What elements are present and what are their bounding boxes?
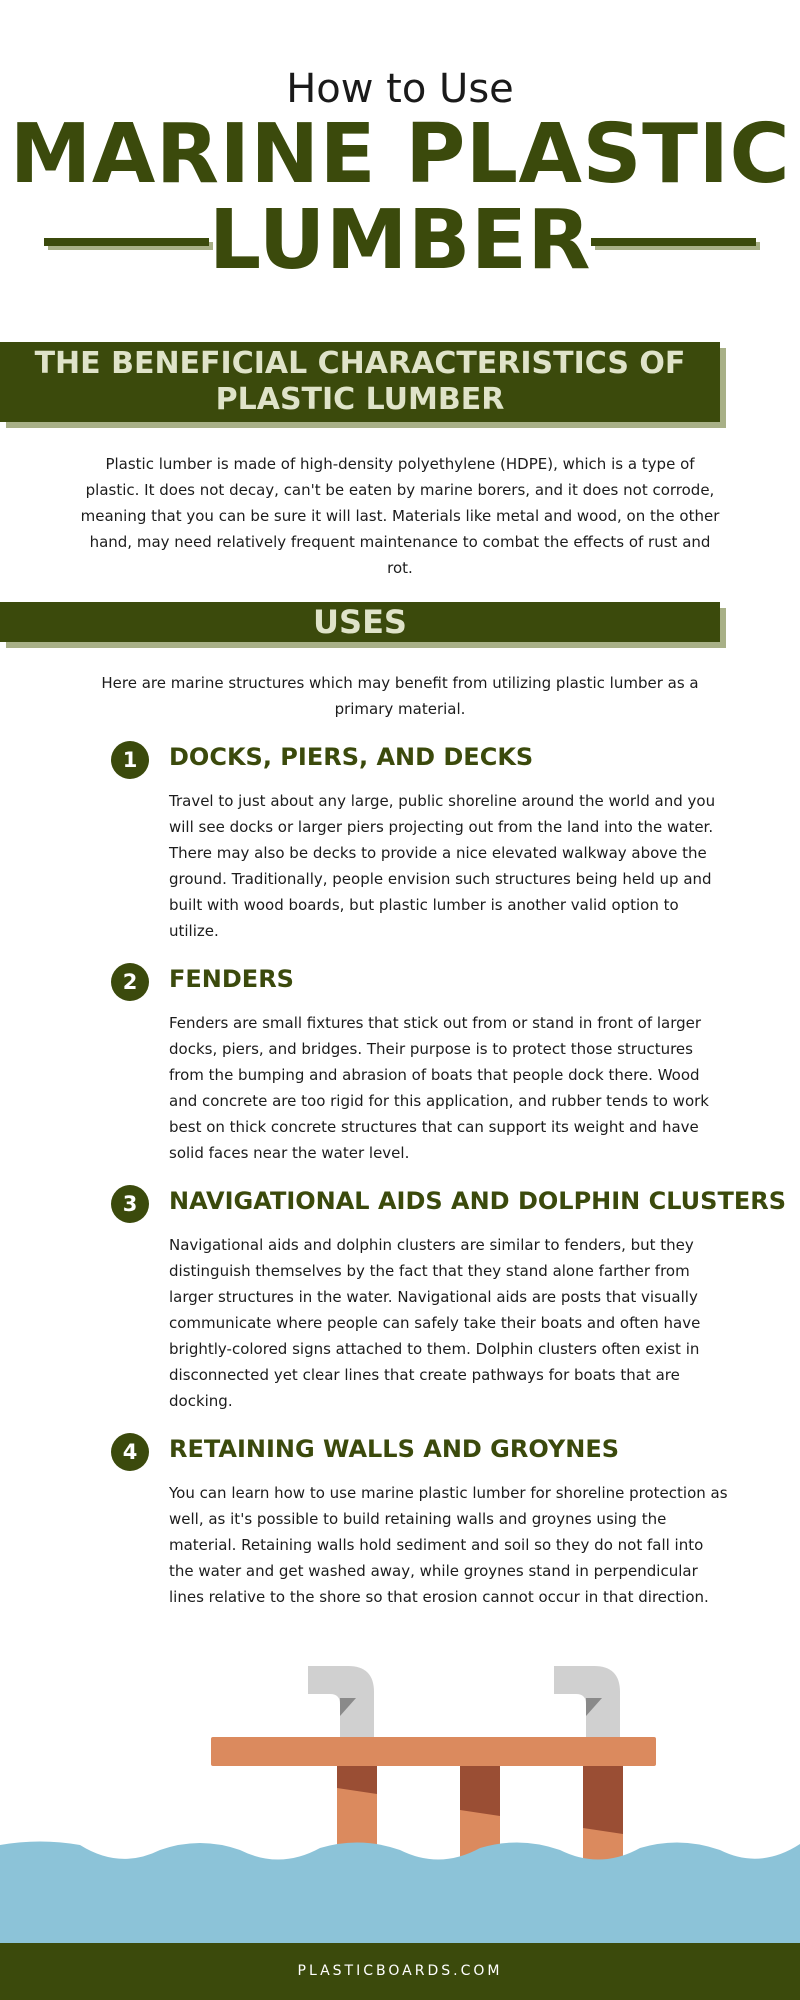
title-divider-right [591, 238, 756, 246]
section-heading-characteristics [0, 342, 720, 422]
page-title [0, 107, 800, 288]
item-number-badge: 4 [111, 1433, 149, 1471]
title-divider-left [44, 238, 209, 246]
item-body-navigational-aids: Navigational aids and dolphin clusters are similar to fenders, but they distinguish themselves by the fact that they stand alone farther from larger structures in the water. Navigational aids are posts that visually communicate where people can safely take their boats and often have brightly-colored signs attached to them. Dolphin clusters often exist in disconnected yet clear lines that create pathways for boats that are docking. [169, 1236, 701, 1410]
item-title-fenders: FENDERS [169, 965, 294, 993]
item-title-docks: DOCKS, PIERS, AND DECKS [169, 743, 534, 771]
footer-site-link[interactable]: PLASTICBOARDS.COM [0, 1943, 800, 2000]
item-title-retaining-walls: RETAINING WALLS AND GROYNES [169, 1435, 620, 1463]
section-heading-line-2: PLASTIC LUMBER [215, 382, 505, 417]
dock-illustration [0, 1660, 800, 1943]
item-body-retaining-walls: You can learn how to use marine plastic lumber for shoreline protection as well, as it's possible to build retaining walls and groynes using the material. Retaining walls hold sediment and soil so they do not fall into the water and get washed away, while groynes stand in perpendicular lines relative to the shore so that erosion cannot occur in that direction. [169, 1484, 728, 1606]
item-body-fenders: Fenders are small fixtures that stick out from or stand in front of larger docks, piers, and bridges. Their purpose is to protect those structures from the bumping and abrasion of boats that people dock there. Wood and concrete are too rigid for this application, and rubber tends to work best on thick concrete structures that can support its weight and have solid faces near the water level. [169, 1014, 709, 1162]
dock-deck [211, 1737, 656, 1766]
pipe-icon [308, 1666, 374, 1737]
section-heading-uses: USES [0, 602, 720, 642]
characteristics-paragraph: Plastic lumber is made of high-density polyethylene (HDPE), which is a type of plastic. It does not decay, can't be eaten by marine borers, and it does not corrode, meaning that you can be sure it will last. Materials like metal and wood, on the other hand, may need relatively frequent maintenance to combat the effects of rust and rot. [80, 455, 720, 577]
item-body-docks: Travel to just about any large, public shoreline around the world and you will see docks or larger piers projecting out from the land into the water. There may also be decks to provide a nice elevated walkway above the ground. Traditionally, people envision such structures being held up and built with wood boards, but plastic lumber is another valid option to utilize. [169, 792, 716, 940]
item-number-badge: 2 [111, 963, 149, 1001]
item-number-badge: 3 [111, 1185, 149, 1223]
item-title-navigational-aids: NAVIGATIONAL AIDS AND DOLPHIN CLUSTERS [169, 1187, 786, 1215]
section-heading-line-1: THE BENEFICIAL CHARACTERISTICS OF [34, 346, 686, 381]
pre-title: How to Use [286, 66, 514, 112]
title-line-1: MARINE PLASTIC [9, 107, 791, 202]
water-waves [0, 1842, 800, 1944]
pipe-icon [554, 1666, 620, 1737]
title-line-2: LUMBER [208, 193, 592, 288]
uses-intro: Here are marine structures which may benefit from utilizing plastic lumber as a primary material. [101, 674, 699, 718]
item-number-badge: 1 [111, 741, 149, 779]
